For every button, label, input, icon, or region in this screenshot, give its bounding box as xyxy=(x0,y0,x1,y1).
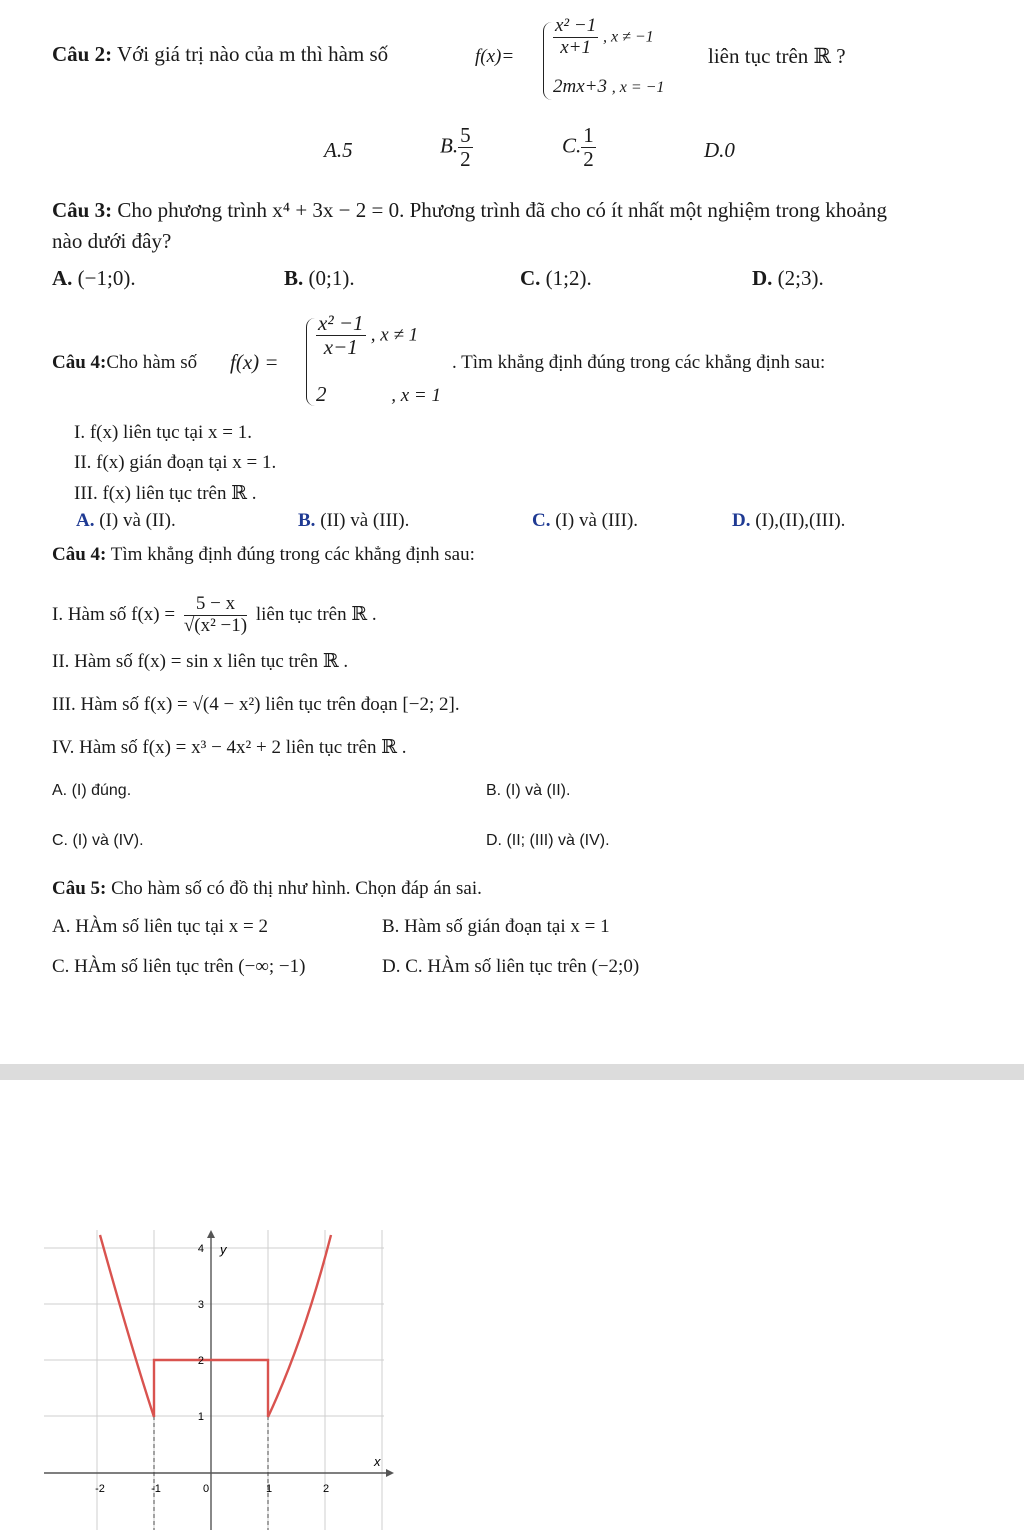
x-tick-label: -2 xyxy=(95,1483,105,1495)
q3-opt-b-label: B. xyxy=(284,266,304,290)
q3-opt-a[interactable] xyxy=(52,266,136,291)
q2-case1-den: x+1 xyxy=(560,36,591,58)
q2-case2-cond: , x = −1 xyxy=(611,79,665,96)
q4a-statement-2: II. f(x) gián đoạn tại x = 1. xyxy=(74,452,277,473)
q3-opt-c-label: C. xyxy=(520,266,541,290)
q3-opt-b-text: (0;1). xyxy=(308,266,355,290)
q5-opt-a[interactable]: A. HÀm số liên tục tại x = 2 xyxy=(52,916,268,937)
q3-opt-d-label: D. xyxy=(752,266,773,290)
q4a-opt-c[interactable] xyxy=(532,510,638,532)
x-tick-label: 1 xyxy=(265,1483,273,1495)
q4b-s1-num: 5 − x xyxy=(184,594,247,616)
q2-opt-c[interactable] xyxy=(562,124,596,171)
q4b-opt-c[interactable]: C. (I) và (IV). xyxy=(52,832,144,849)
y-tick-label: 2 xyxy=(197,1355,204,1367)
q2-case1 xyxy=(553,16,654,59)
q4a-opt-d-text: (I),(II),(III). xyxy=(755,510,846,531)
q4a-case2-cond: , x = 1 xyxy=(391,385,442,406)
q4b-s1-prefix: I. Hàm số f(x) = xyxy=(52,603,176,625)
q4a-opt-c-text: (I) và (III). xyxy=(555,510,639,531)
q5-opt-d[interactable]: D. C. HÀm số liên tục trên (−2;0) xyxy=(382,956,640,977)
q4b-label: Câu 4: xyxy=(52,544,107,565)
q4a-label: Câu 4: xyxy=(52,352,107,373)
q3-text2: nào dưới đây? xyxy=(52,229,172,253)
y-axis-label: y xyxy=(220,1242,227,1257)
q3-opt-a-label: A. xyxy=(52,266,73,290)
q2-opt-c-prefix: C. xyxy=(562,133,582,158)
q3-opt-b[interactable] xyxy=(284,266,355,291)
q2-fx: f(x)= xyxy=(475,46,515,67)
q2-opt-c-den: 2 xyxy=(583,147,594,172)
q4a-opt-c-label: C. xyxy=(532,510,551,531)
q4a-opt-d[interactable] xyxy=(732,510,845,532)
q4b-statement-3: III. Hàm số f(x) = √(4 − x²) liên tục trên đoạn [−2; 2]. xyxy=(52,694,460,715)
q4a-statement-3: III. f(x) liên tục trên ℝ . xyxy=(74,483,257,504)
q4a-opt-b-label: B. xyxy=(298,510,316,531)
q5-text: Cho hàm số có đồ thị như hình. Chọn đáp án sai. xyxy=(111,878,482,899)
x-tick-label: 0 xyxy=(202,1483,210,1495)
q2-case2 xyxy=(553,76,664,98)
q3-opt-c[interactable] xyxy=(520,266,592,291)
q4b-opt-d[interactable]: D. (II; (III) và (IV). xyxy=(486,832,610,849)
q2-stem xyxy=(52,42,388,67)
q4b-statement-1 xyxy=(52,594,377,637)
q2-text: Với giá trị nào của m thì hàm số xyxy=(116,42,389,66)
q4a-opt-b[interactable] xyxy=(298,510,409,532)
q2-tail: liên tục trên ℝ ? xyxy=(708,44,846,68)
x-axis-label: x xyxy=(374,1454,381,1469)
q2-opt-a[interactable]: A.5 xyxy=(324,138,353,162)
q4a-brace xyxy=(306,318,315,406)
q4b-statement-4: IV. Hàm số f(x) = x³ − 4x² + 2 liên tục trên ℝ . xyxy=(52,737,407,758)
curve-right-branch xyxy=(268,1235,331,1417)
x-axis-arrow xyxy=(386,1469,394,1477)
q2-opt-b[interactable] xyxy=(440,124,473,171)
q5-label: Câu 5: xyxy=(52,878,107,899)
q2-brace xyxy=(543,22,552,100)
q3-text1: Cho phương trình x⁴ + 3x − 2 = 0. Phương trình đã cho có ít nhất một nghiệm trong khoảng xyxy=(117,198,888,222)
q3-opt-c-text: (1;2). xyxy=(545,266,592,290)
q4a-fx: f(x) = xyxy=(230,350,279,374)
q2-opt-b-num: 5 xyxy=(460,123,471,147)
q4b-s1-den: √(x² −1) xyxy=(183,614,248,636)
y-tick-label: 1 xyxy=(197,1411,204,1423)
q4a-case1-den: x−1 xyxy=(323,335,358,360)
x-tick-label: -1 xyxy=(151,1483,161,1495)
q4b-opt-b[interactable]: B. (I) và (II). xyxy=(486,782,571,799)
q4a-statement-1: I. f(x) liên tục tại x = 1. xyxy=(74,422,252,443)
q4a-case2 xyxy=(316,382,441,407)
q4a-case1-num: x² −1 xyxy=(318,311,364,335)
q4a-opt-d-label: D. xyxy=(732,510,751,531)
q4a-opt-a-label: A. xyxy=(76,510,95,531)
y-tick-label: 3 xyxy=(197,1299,204,1311)
q2-case2-expr: 2mx+3 xyxy=(553,76,607,97)
q3-label: Câu 3: xyxy=(52,198,113,222)
q3-opt-d-text: (2;3). xyxy=(777,266,824,290)
q4b-stem xyxy=(52,544,475,566)
q5-opt-b[interactable]: B. Hàm số gián đoạn tại x = 1 xyxy=(382,916,610,937)
function-graph xyxy=(44,1230,394,1530)
q2-label: Câu 2: xyxy=(52,42,113,66)
q3-stem-line1 xyxy=(52,198,887,223)
q2-opt-d[interactable]: D.0 xyxy=(704,138,735,162)
q4a-tail: . Tìm khẳng định đúng trong các khẳng định sau: xyxy=(452,352,826,373)
q3-opt-a-text: (−1;0). xyxy=(77,266,136,290)
q5-opt-c[interactable]: C. HÀm số liên tục trên (−∞; −1) xyxy=(52,956,306,977)
section-separator xyxy=(0,1064,1024,1080)
q2-case1-num: x² −1 xyxy=(555,15,597,36)
q2-case1-cond: , x ≠ −1 xyxy=(602,28,654,46)
q2-opt-b-prefix: B. xyxy=(440,133,459,158)
q2-opt-b-den: 2 xyxy=(460,147,471,172)
q4a-case2-expr: 2 xyxy=(316,382,327,406)
graph-curve xyxy=(100,1235,331,1417)
q4a-opt-a-text: (I) và (II). xyxy=(99,510,176,531)
q2-opt-c-num: 1 xyxy=(583,123,594,147)
q4b-text: Tìm khẳng định đúng trong các khẳng định sau: xyxy=(110,544,475,565)
q4a-case1-cond: , x ≠ 1 xyxy=(370,324,419,346)
q4b-statement-2: II. Hàm số f(x) = sin x liên tục trên ℝ . xyxy=(52,651,349,672)
q5-stem xyxy=(52,878,482,900)
y-tick-label: 4 xyxy=(197,1243,204,1255)
y-axis-arrow xyxy=(207,1230,215,1238)
q4a-opt-a[interactable] xyxy=(76,510,176,532)
curve-left-branch xyxy=(100,1235,154,1417)
q4a-text: Cho hàm số xyxy=(106,352,198,373)
q3-opt-d[interactable] xyxy=(752,266,824,291)
q4b-s1-tail: liên tục trên ℝ . xyxy=(255,603,377,625)
q4a-case1 xyxy=(316,312,418,359)
x-tick-label: 2 xyxy=(322,1483,330,1495)
q4a-opt-b-text: (II) và (III). xyxy=(320,510,410,531)
q4b-opt-a[interactable]: A. (I) đúng. xyxy=(52,782,132,799)
q4a-stem xyxy=(52,352,197,374)
